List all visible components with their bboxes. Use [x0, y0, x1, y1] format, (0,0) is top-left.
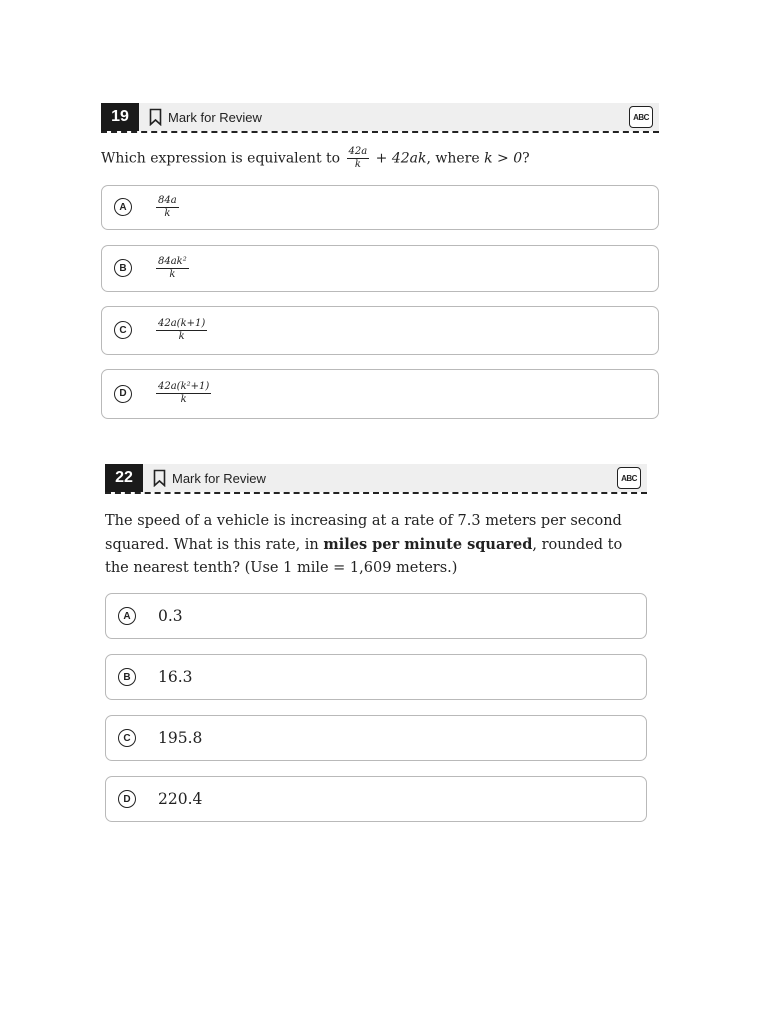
question-22	[105, 464, 647, 837]
answer-eliminator-label: ABC	[621, 473, 637, 483]
choice-value: 220.4	[158, 790, 203, 808]
answer-choice-c[interactable]	[101, 306, 659, 355]
question-stem	[105, 510, 647, 580]
choice-letter: B	[118, 668, 136, 686]
answer-choice-a[interactable]	[105, 593, 647, 639]
stem-fraction	[347, 147, 370, 170]
choice-letter: C	[118, 729, 136, 747]
fraction-denominator: k	[180, 394, 187, 405]
stem-rate-value: 7.3	[457, 513, 481, 529]
answer-choice-d[interactable]	[101, 369, 659, 419]
choice-value: 16.3	[158, 668, 193, 686]
mark-for-review-button[interactable]	[149, 108, 262, 126]
choice-letter: D	[118, 790, 136, 808]
answer-eliminator-label: ABC	[633, 112, 649, 122]
stem-text: Which expression is equivalent to	[101, 150, 341, 167]
bookmark-icon	[153, 469, 166, 487]
fraction-numerator: 42a(k+1)	[158, 317, 206, 329]
mark-for-review-label: Mark for Review	[172, 470, 266, 486]
choice-value: 195.8	[158, 729, 203, 747]
question-19	[101, 103, 659, 434]
stem-text: , rounded to the nearest tenth?	[105, 537, 623, 576]
mark-for-review-label: Mark for Review	[168, 109, 262, 125]
choice-value: 0.3	[158, 607, 183, 625]
answer-choice-c[interactable]	[105, 715, 647, 761]
stem-text-where: , where	[426, 150, 480, 167]
choice-letter: D	[114, 385, 132, 403]
fraction-numerator: 84a	[158, 194, 177, 206]
choice-letter: A	[114, 198, 132, 216]
answer-choice-d[interactable]	[105, 776, 647, 822]
question-header	[101, 103, 659, 131]
question-number: 19	[101, 103, 139, 131]
choice-letter: A	[118, 607, 136, 625]
fraction-denominator: k	[164, 207, 171, 219]
stem-question-mark: ?	[522, 150, 530, 167]
answer-choice-a[interactable]	[101, 185, 659, 230]
choice-letter: C	[114, 321, 132, 339]
stem-condition: k > 0	[484, 150, 523, 167]
fraction-numerator: 42a(k²+1)	[158, 381, 210, 392]
choice-fraction	[156, 257, 189, 280]
stem-text: The speed of a vehicle is increasing at a rate of	[105, 513, 453, 529]
header-divider	[105, 492, 647, 494]
answer-eliminator-icon[interactable]	[617, 467, 641, 489]
choice-letter: B	[114, 259, 132, 277]
fraction-denominator: k	[354, 159, 361, 170]
stem-text: meters per second squared. What is this rate, in	[105, 513, 622, 553]
stem-bold-units: miles per minute squared	[323, 536, 533, 553]
mark-for-review-button[interactable]	[153, 469, 266, 487]
answer-choice-b[interactable]	[101, 245, 659, 292]
choice-fraction	[156, 319, 207, 342]
choice-fraction	[156, 196, 179, 219]
bookmark-icon	[149, 108, 162, 126]
question-header	[105, 464, 647, 492]
answer-choice-b[interactable]	[105, 654, 647, 700]
choice-fraction	[156, 382, 211, 405]
fraction-numerator: 42a	[348, 146, 368, 157]
fraction-denominator: k	[178, 330, 185, 342]
fraction-denominator: k	[169, 268, 176, 280]
fraction-numerator: 84ak²	[158, 255, 187, 267]
answer-eliminator-icon[interactable]	[629, 106, 653, 128]
stem-conversion-note: (Use 1 mile = 1,609 meters.)	[244, 560, 458, 576]
question-stem	[101, 147, 659, 171]
stem-expression: + 42ak	[375, 150, 427, 167]
question-number: 22	[105, 464, 143, 492]
header-divider	[101, 131, 659, 133]
